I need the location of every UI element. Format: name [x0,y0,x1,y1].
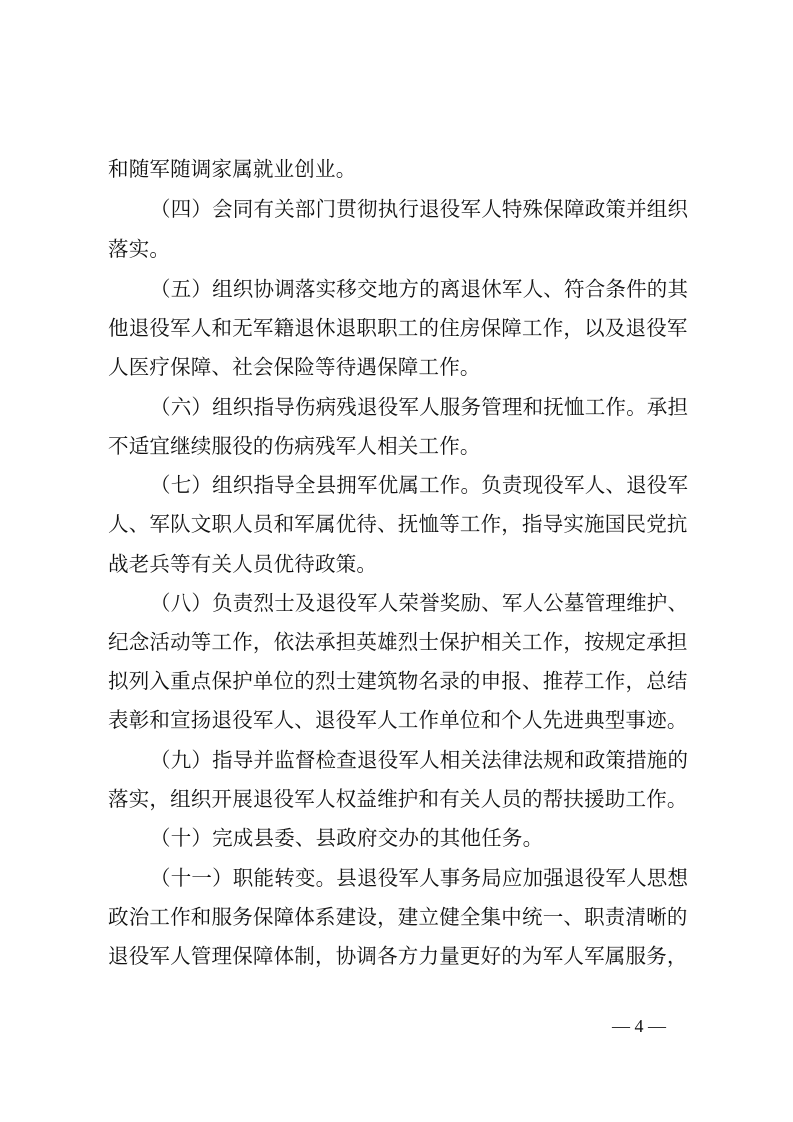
text-line-7: （六）组织指导伤病残退役军人服务管理和抚恤工作。承担 [150,395,689,419]
text-line-2: （四）会同有关部门贯彻执行退役军人特殊保障政策并组织 [150,197,689,221]
text-line-21: 退役军人管理保障体制，协调各方力量更好的为军人军属服务， [108,944,688,968]
text-line-8: 不适宜继续服役的伤病残军人相关工作。 [108,434,481,458]
text-line-11: 战老兵等有关人员优待政策。 [108,552,378,576]
text-line-9: （七）组织指导全县拥军优属工作。负责现役军人、退役军 [150,473,689,497]
text-line-14: 拟列入重点保护单位的烈士建筑物名录的申报、推荐工作，总结 [108,669,688,693]
text-line-15: 表彰和宣扬退役军人、退役军人工作单位和个人先进典型事迹。 [108,708,688,732]
text-line-3: 落实。 [108,237,171,261]
text-line-17: 落实，组织开展退役军人权益维护和有关人员的帮扶援助工作。 [108,787,688,811]
text-line-12: （八）负责烈士及退役军人荣誉奖励、军人公墓管理维护、 [150,591,689,615]
text-line-16: （九）指导并监督检查退役军人相关法律法规和政策措施的 [150,748,689,772]
text-line-5: 他退役军人和无军籍退休退职职工的住房保障工作，以及退役军 [108,316,688,340]
text-line-19: （十一）职能转变。县退役军人事务局应加强退役军人思想 [150,866,689,890]
text-line-13: 纪念活动等工作，依法承担英雄烈士保护相关工作，按规定承担 [108,630,688,654]
text-line-4: （五）组织协调落实移交地方的离退休军人、符合条件的其 [150,277,689,301]
text-line-1: 和随军随调家属就业创业。 [108,157,357,181]
text-line-6: 人医疗保障、社会保险等待遇保障工作。 [108,355,481,379]
text-line-18: （十）完成县委、县政府交办的其他任务。 [150,826,544,850]
text-line-20: 政治工作和服务保障体系建设，建立健全集中统一、职责清晰的 [108,905,688,929]
text-line-10: 人、军队文职人员和军属优待、抚恤等工作，指导实施国民党抗 [108,512,688,536]
page-number: — 4 — [612,1016,666,1036]
